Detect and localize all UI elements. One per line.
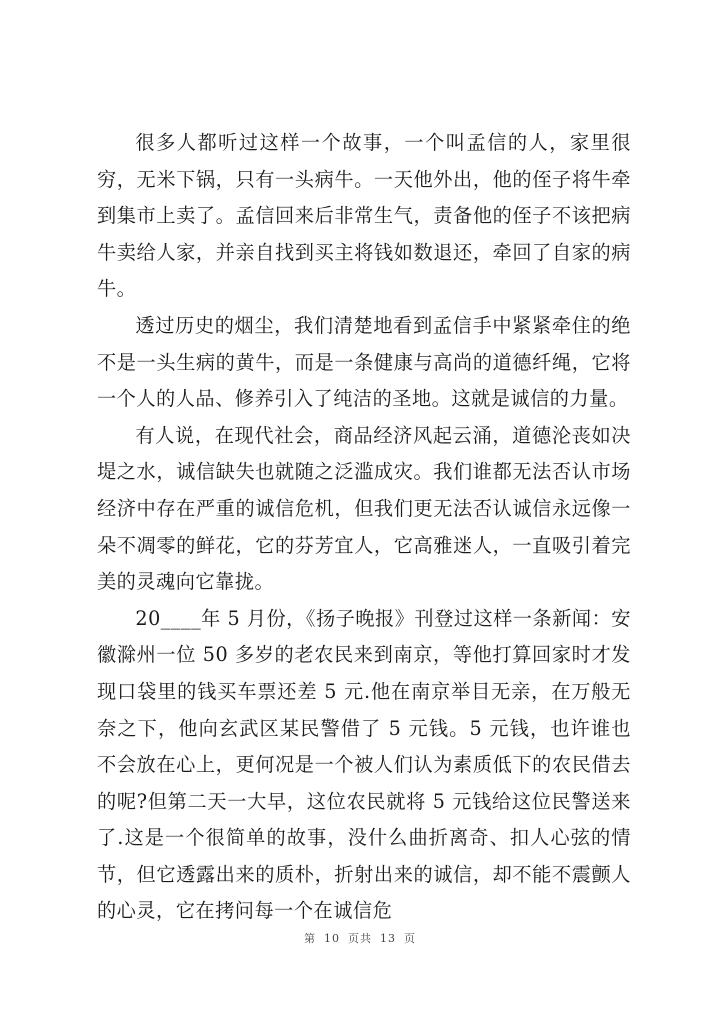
- footer-total-pages: 13: [380, 932, 396, 945]
- paragraph-power-of-integrity: 透过历史的烟尘，我们清楚地看到孟信手中紧紧牵住的绝不是一头生病的黄牛，而是一条健康与高尚的道德纤绳，它将一个人的人品、修养引入了纯洁的圣地。这就是诚信的力量。: [97, 313, 631, 411]
- paragraph-meng-xin-story: 很多人都听过这样一个故事，一个叫孟信的人，家里很穷，无米下锅，只有一头病牛。一天他外出，他的侄子将牛牵到集市上卖了。孟信回来后非常生气，责备他的侄子不该把病牛卖给人家，并亲自找到买主将钱如数退还，牵回了自家的病牛。: [97, 131, 631, 301]
- document-body: [97, 125, 631, 930]
- footer-mid: 页共: [348, 932, 372, 945]
- footer-current-page: 10: [324, 932, 340, 945]
- footer-prefix: 第: [304, 932, 316, 945]
- paragraph-news-story: 20____年 5 月份，《扬子晚报》刊登过这样一条新闻：安徽滁州一位 50 多岁的老农民来到南京，等他打算回家时才发现口袋里的钱买车票还差 5 元.他在南京举目无亲，在万般无奈之下，他向玄武区某民警借了 5 元钱。5 元钱，也许谁也不会放在心上，更何况是一个被人们认为素质低下的农民借去的呢?但第二天一大早，这位农民就将 5 元钱给这位民警送来了.这是一个很简单的故事，没什么曲折离奇、扣人心弦的情节，但它透露出来的质朴，折射出来的诚信，却不能不震颤人的心灵，它在拷问每一个在诚信危: [97, 606, 631, 923]
- footer-suffix: 页: [404, 932, 416, 945]
- paragraph-modern-society: 有人说，在现代社会，商品经济风起云涌，道德沦丧如决堤之水，诚信缺失也就随之泛滥成灾。我们谁都无法否认市场经济中存在严重的诚信危机，但我们更无法否认诚信永远像一朵不凋零的鲜花，它的芬芳宜人，它高雅迷人，一直吸引着完美的灵魂向它靠拢。: [97, 423, 631, 594]
- page-footer: [0, 930, 720, 946]
